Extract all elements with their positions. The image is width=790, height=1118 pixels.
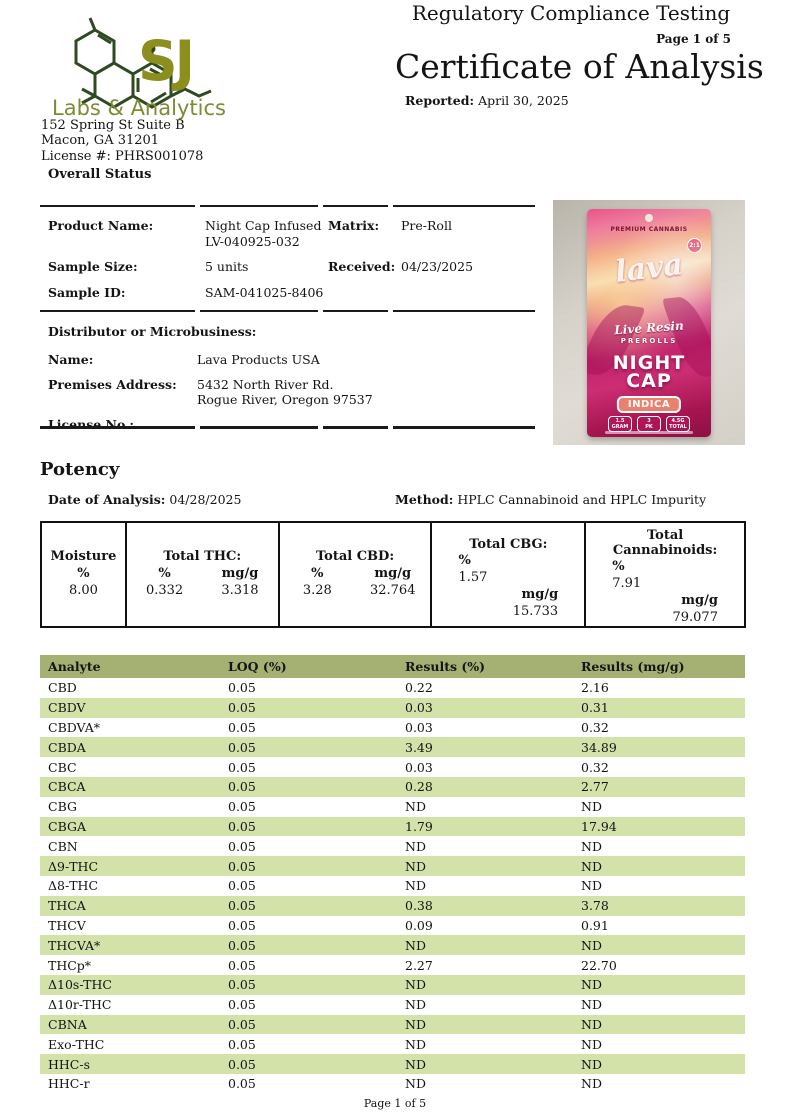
package-product-name xyxy=(587,352,711,393)
table-cell: CBNA xyxy=(40,1015,228,1035)
table-cell: THCVA* xyxy=(40,935,228,955)
total-cbg-title: Total CBG: xyxy=(469,537,548,552)
total-thc-title: Total THC: xyxy=(163,549,242,565)
table-cell: 0.32 xyxy=(581,759,609,775)
total-cbd-pct-label: % xyxy=(311,566,324,582)
total-cbg-pct-value: 1.57 xyxy=(458,569,488,585)
analyte-table-header xyxy=(40,655,745,678)
table-row xyxy=(40,1054,745,1074)
table-cell: ND xyxy=(581,975,745,995)
table-cell: ND xyxy=(405,856,581,876)
pack-badge-value: 3 xyxy=(647,418,651,424)
product-name-label: Product Name: xyxy=(48,218,154,233)
package-name-line1: NIGHT xyxy=(612,352,686,374)
table-cell: ND xyxy=(405,1054,581,1074)
distributor-name-value: Lava Products USA xyxy=(197,352,320,367)
table-cell: HHC-r xyxy=(48,1076,90,1092)
total-thc-pct-value: 0.332 xyxy=(145,583,184,598)
table-cell: 0.38 xyxy=(405,896,581,916)
table-cell: ND xyxy=(581,838,602,854)
table-cell: ND xyxy=(581,1054,745,1074)
hang-hole xyxy=(645,214,653,222)
matrix-label: Matrix: xyxy=(328,218,380,233)
table-cell: 0.05 xyxy=(228,997,256,1013)
premises-address-value xyxy=(197,377,535,408)
table-row xyxy=(40,975,745,995)
table-row xyxy=(40,718,745,738)
sample-info-section xyxy=(40,205,535,432)
table-cell: 2.77 xyxy=(581,777,745,797)
reported-line xyxy=(395,93,747,108)
table-cell: 0.05 xyxy=(228,719,256,735)
table-cell: 0.05 xyxy=(228,856,405,876)
table-cell: 22.70 xyxy=(581,957,617,973)
overall-status-label: Overall Status xyxy=(48,167,152,182)
lab-logo xyxy=(38,12,248,120)
table-cell: Δ8-THC xyxy=(48,878,99,894)
total-badge-unit: TOTAL xyxy=(669,424,687,430)
table-cell: 0.03 xyxy=(405,698,581,718)
product-name-line2: LV-040925-032 xyxy=(205,233,300,249)
pack-badge xyxy=(637,416,661,432)
total-cbd-pct-value: 3.28 xyxy=(302,583,332,598)
table-cell: ND xyxy=(581,1076,602,1092)
total-cannabinoids-title-line1: Total xyxy=(646,528,684,543)
lab-license-line: License #: PHRS001078 xyxy=(41,148,204,164)
table-cell: 0.05 xyxy=(228,698,405,718)
total-cannabinoids-cell xyxy=(584,521,746,628)
table-cell: 0.31 xyxy=(581,698,745,718)
compliance-title: Regulatory Compliance Testing xyxy=(411,1,731,25)
table-cell: 0.91 xyxy=(581,917,609,933)
table-cell: 1.79 xyxy=(405,817,581,837)
total-cbd-title: Total CBD: xyxy=(315,549,395,565)
lab-address xyxy=(41,118,203,164)
table-cell: CBGA xyxy=(40,817,228,837)
ratio-badge: 2:1 xyxy=(687,238,702,253)
table-cell: THCA xyxy=(40,896,228,916)
table-cell: ND xyxy=(581,935,745,955)
matrix-value: Pre-Roll xyxy=(401,218,452,233)
report-header xyxy=(395,1,764,108)
gram-badge xyxy=(608,416,632,432)
table-row xyxy=(40,876,745,896)
table-cell: ND xyxy=(581,1036,602,1052)
premises-address-label: Premises Address: xyxy=(48,376,177,392)
moisture-title: Moisture xyxy=(50,549,117,565)
sample-size-value: 5 units xyxy=(205,259,249,275)
table-cell: 34.89 xyxy=(581,737,745,757)
product-name-line1: Night Cap Infused xyxy=(205,218,322,233)
premises-address-line2: Rogue River, Oregon 97537 xyxy=(197,392,373,408)
gram-badge-unit: GRAM xyxy=(611,424,629,430)
table-cell: ND xyxy=(405,1015,581,1035)
table-cell: 0.09 xyxy=(405,917,433,933)
total-cannabinoids-mg-value: 79.077 xyxy=(672,609,718,625)
date-of-analysis-value: 04/28/2025 xyxy=(169,492,242,507)
table-row xyxy=(40,757,745,777)
table-cell: THCp* xyxy=(48,957,92,973)
section-divider-thick xyxy=(40,426,535,429)
package-bag xyxy=(587,209,711,437)
total-cbd-mg-label: mg/g xyxy=(374,566,412,582)
column-header-analyte: Analyte xyxy=(40,655,228,678)
table-cell: ND xyxy=(581,878,602,894)
table-cell: ND xyxy=(405,1036,426,1052)
premium-cannabis-text: PREMIUM CANNABIS xyxy=(610,226,688,233)
table-row xyxy=(40,1034,745,1054)
table-row xyxy=(40,856,745,876)
table-cell: 0.22 xyxy=(405,680,433,696)
package-badges xyxy=(587,416,711,432)
analyte-table xyxy=(40,655,745,1094)
gram-badge-value: 1.5 xyxy=(615,418,625,424)
table-cell: ND xyxy=(405,799,426,815)
moisture-cell xyxy=(40,521,127,628)
table-cell: 0.32 xyxy=(581,719,609,735)
table-cell: 0.05 xyxy=(228,1076,256,1092)
total-cannabinoids-title-line2: Cannabinoids: xyxy=(612,542,718,558)
certificate-title: Certificate of Analysis xyxy=(395,47,764,86)
column-header-results-mgg: Results (mg/g) xyxy=(581,655,745,678)
distributor-section-label: Distributor or Microbusiness: xyxy=(48,324,257,339)
method-label: Method: xyxy=(395,492,454,507)
sample-id-label: Sample ID: xyxy=(48,284,126,300)
table-cell: ND xyxy=(581,997,602,1013)
moisture-pct-label: % xyxy=(77,566,90,582)
table-cell: CBN xyxy=(48,838,78,854)
date-of-analysis-label: Date of Analysis: xyxy=(48,492,166,507)
moisture-pct-value: 8.00 xyxy=(68,582,98,598)
product-photo xyxy=(553,200,745,445)
table-cell: ND xyxy=(581,799,602,815)
total-thc-cell xyxy=(125,521,280,628)
fine-print-strip xyxy=(605,431,693,434)
total-thc-mg-value: 3.318 xyxy=(221,583,259,598)
prerolls-text: PREROLLS xyxy=(620,337,678,345)
column-header-results-pct: Results (%) xyxy=(405,655,581,678)
total-cbd-cell xyxy=(278,521,433,628)
table-cell: 3.78 xyxy=(581,896,745,916)
table-cell: ND xyxy=(405,975,581,995)
total-cbg-mg-label: mg/g xyxy=(521,586,559,602)
total-cbg-pct-label: % xyxy=(458,552,471,568)
table-cell: 3.49 xyxy=(405,737,581,757)
section-divider xyxy=(40,205,535,207)
sample-size-label: Sample Size: xyxy=(48,259,138,275)
table-row xyxy=(40,1015,745,1035)
total-cannabinoids-pct-label: % xyxy=(612,558,625,574)
distributor-name-label: Name: xyxy=(48,352,94,367)
distributor-license-label: License No.: xyxy=(48,416,135,432)
section-divider xyxy=(40,310,535,312)
table-row xyxy=(40,1074,745,1094)
table-cell: 0.05 xyxy=(228,896,405,916)
table-cell: CBG xyxy=(48,799,77,815)
potency-summary-table xyxy=(40,521,746,628)
method xyxy=(395,492,706,507)
table-cell: 0.03 xyxy=(405,719,433,735)
total-thc-mg-label: mg/g xyxy=(221,566,259,582)
table-cell: Δ9-THC xyxy=(40,856,228,876)
table-row xyxy=(40,916,745,936)
table-row xyxy=(40,995,745,1015)
total-thc-pct-label: % xyxy=(158,566,171,582)
page-indicator-bottom: Page 1 of 5 xyxy=(363,1097,427,1110)
received-label: Received: xyxy=(328,259,396,275)
table-row xyxy=(40,678,745,698)
table-cell: ND xyxy=(405,935,581,955)
total-badge-value: 4.5G xyxy=(671,418,685,424)
table-row xyxy=(40,737,745,757)
page-indicator-top: Page 1 of 5 xyxy=(656,32,731,46)
table-cell: 0.05 xyxy=(228,975,405,995)
sample-id-value: SAM-041025-8406 xyxy=(205,284,324,300)
total-cannabinoids-mg-label: mg/g xyxy=(681,592,718,608)
table-cell: ND xyxy=(405,838,426,854)
potency-meta xyxy=(40,492,745,507)
table-cell: 0.05 xyxy=(228,1036,256,1052)
total-cbd-mg-value: 32.764 xyxy=(369,583,416,598)
lab-logo-text: SJ xyxy=(138,29,193,93)
table-cell: ND xyxy=(581,856,745,876)
table-row xyxy=(40,955,745,975)
lab-address-line1: 152 Spring St Suite B xyxy=(41,118,185,133)
distributor-section xyxy=(40,312,535,432)
table-cell: CBCA xyxy=(40,777,228,797)
table-cell: 0.28 xyxy=(405,777,581,797)
table-cell: CBDVA* xyxy=(48,719,101,735)
live-resin-text: Live Resin xyxy=(613,318,685,338)
table-cell: CBD xyxy=(48,680,77,696)
table-cell: 0.05 xyxy=(228,1015,405,1035)
reported-value: April 30, 2025 xyxy=(478,93,569,108)
table-row xyxy=(40,777,745,797)
package-name-line2: CAP xyxy=(626,370,672,393)
table-cell: Δ10s-THC xyxy=(40,975,228,995)
lab-logo-subtitle: Labs & Analytics xyxy=(52,96,226,120)
table-row xyxy=(40,817,745,837)
analyte-table-body xyxy=(40,678,745,1094)
table-cell: 0.05 xyxy=(228,759,256,775)
table-cell: 17.94 xyxy=(581,817,745,837)
table-cell: ND xyxy=(581,1015,745,1035)
brand-logo-text: lava xyxy=(613,247,685,290)
table-cell: Exo-THC xyxy=(48,1036,105,1052)
lab-address-line2: Macon, GA 31201 xyxy=(41,133,160,149)
table-cell: 0.05 xyxy=(228,799,256,815)
table-cell: ND xyxy=(405,878,426,894)
table-cell: 0.05 xyxy=(228,838,256,854)
table-cell: ND xyxy=(405,1076,426,1092)
table-row xyxy=(40,896,745,916)
strain-badge: INDICA xyxy=(617,396,681,413)
table-cell: 0.05 xyxy=(228,957,256,973)
received-value: 04/23/2025 xyxy=(401,259,474,275)
total-cannabinoids-pct-value: 7.91 xyxy=(612,575,642,591)
total-badge xyxy=(666,416,690,432)
table-cell: HHC-s xyxy=(40,1054,228,1074)
table-cell: CBDA xyxy=(40,737,228,757)
table-cell: 0.05 xyxy=(228,1054,405,1074)
table-cell: 2.27 xyxy=(405,957,433,973)
table-cell: 0.05 xyxy=(228,777,405,797)
table-row xyxy=(40,836,745,856)
premises-address-line1: 5432 North River Rd. xyxy=(197,376,334,392)
table-cell: CBC xyxy=(48,759,77,775)
table-cell: THCV xyxy=(48,917,86,933)
table-cell: 0.05 xyxy=(228,917,256,933)
table-cell: CBDV xyxy=(40,698,228,718)
table-cell: 0.05 xyxy=(228,878,256,894)
table-cell: 0.05 xyxy=(228,737,405,757)
pack-badge-unit: PK xyxy=(645,424,653,430)
total-cbg-cell xyxy=(430,521,586,628)
table-row xyxy=(40,698,745,718)
column-header-loq: LOQ (%) xyxy=(228,655,405,678)
table-cell: 0.05 xyxy=(228,680,256,696)
table-cell: ND xyxy=(405,997,426,1013)
sample-info-grid xyxy=(40,207,535,310)
table-cell: 0.03 xyxy=(405,759,433,775)
table-cell: 0.05 xyxy=(228,935,405,955)
table-cell: Δ10r-THC xyxy=(48,997,112,1013)
table-row xyxy=(40,935,745,955)
product-name-value xyxy=(205,218,328,250)
table-row xyxy=(40,797,745,817)
method-value: HPLC Cannabinoid and HPLC Impurity xyxy=(457,492,707,507)
table-cell: 0.05 xyxy=(228,817,405,837)
table-cell: 2.16 xyxy=(581,680,609,696)
potency-section-title: Potency xyxy=(40,459,120,480)
reported-label: Reported: xyxy=(405,93,475,108)
total-cbg-mg-value: 15.733 xyxy=(512,603,559,619)
